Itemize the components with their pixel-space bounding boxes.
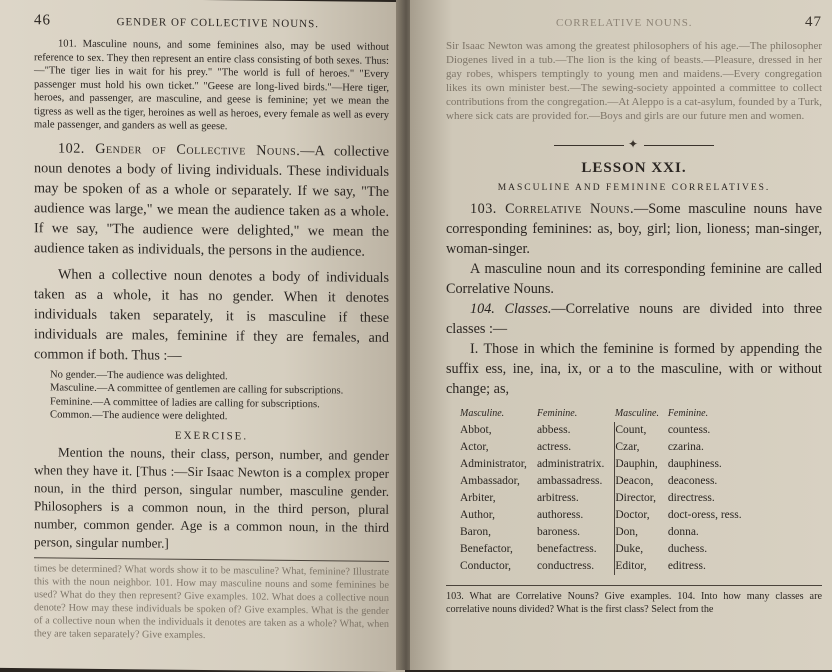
example-common: Common.—The audience were delighted. bbox=[50, 409, 228, 423]
paragraph-103-definition: A masculine noun and its corresponding feminine are called Correlative Nouns. bbox=[446, 261, 822, 297]
masculine-word: Conductor, bbox=[460, 560, 511, 572]
left-head-title: GENDER OF COLLECTIVE NOUNS. bbox=[116, 16, 319, 31]
masculine-word: Abbot, bbox=[460, 424, 492, 436]
gender-examples bbox=[50, 368, 389, 426]
exercise-instructions: Mention the nouns, their class, person, number, and gender when they have it. [Thus :—Sir Isaac Newton is a complex proper noun, in the third person, singular number, masculine gender. Philosophers is a common noun, in the third person, plural number, common gender. Age is a common noun, in the third person, singular number.] bbox=[34, 443, 389, 551]
left-running-head bbox=[34, 12, 389, 33]
section-ornament: ✦ bbox=[446, 137, 822, 152]
lesson-title: LESSON XXI. bbox=[581, 160, 687, 176]
right-page bbox=[410, 0, 832, 670]
correlative-row bbox=[460, 524, 752, 541]
example-masculine: Masculine.—A committee of gentlemen are calling for subscriptions. bbox=[50, 382, 344, 397]
paragraph-104-body: —Correlative nouns are divided into three classes :— bbox=[446, 301, 823, 337]
exercise-continuation: Sir Isaac Newton was among the greatest philosophers of his age.—The philosopher Diogenes lived in a tub.—The lion is the king of beasts.—Pleasure, dressed in her gay robes, whispers temptingly to young men and maidens.—Every congregation likes its own minister best.—The sewing-society appointed a committee to collect contributions from the congregation.—At Aleppo is a cat-asylum, founded by a Turk, where sick cats are provided for.—Boys and girls are our future men and women. bbox=[446, 40, 822, 122]
paragraph-104-heading: 104. Classes. bbox=[470, 301, 552, 317]
paragraph-103-body: —Some masculine nouns have corresponding feminines: as, boy, girl; lion, lioness; man-singer, woman-singer. bbox=[446, 201, 822, 257]
masculine-word: Benefactor, bbox=[460, 543, 513, 555]
right-head-title: CORRELATIVE NOUNS. bbox=[556, 17, 693, 29]
correlative-row bbox=[460, 507, 752, 524]
right-running-head bbox=[446, 14, 822, 31]
masculine-word: Editor, bbox=[615, 558, 668, 575]
correlative-row bbox=[460, 439, 752, 456]
feminine-word: dauphiness. bbox=[667, 458, 722, 470]
col-header-feminine-2: Feminine. bbox=[667, 408, 709, 419]
masculine-word: Baron, bbox=[460, 526, 491, 538]
correlative-row bbox=[460, 456, 752, 473]
paragraph-102-body: —A collective noun denotes a body of living individuals. These individuals may be spoken of as a whole or separately. If we say, "The audience was large," we mean the audience taken as a whole. If we say, "The audience were delighted," we mean the audience taken as individuals, the persons in the audience. bbox=[34, 142, 389, 260]
lesson-subtitle: MASCULINE AND FEMININE CORRELATIVES. bbox=[497, 183, 771, 193]
correlative-row bbox=[460, 541, 752, 558]
left-page bbox=[0, 0, 405, 672]
col-header-masculine-2: Masculine. bbox=[614, 408, 659, 419]
example-no-gender: No gender.—The audience was delighted. bbox=[50, 368, 228, 382]
paragraph-102-heading: 102. Gender of Collective Nouns. bbox=[58, 139, 301, 159]
correlatives-table bbox=[460, 405, 752, 575]
feminine-word: authoress. bbox=[536, 509, 584, 521]
feminine-word: administratrix. bbox=[536, 458, 605, 470]
masculine-word: Arbiter, bbox=[460, 492, 496, 504]
left-footnote: times be determined? What words show it to be masculine? What, feminine? Illustrate this with the noun neighbor. 101. How may masculine nouns and some feminines be used? What do they then represent? Give examples. 102. What does a collective noun denote? How may these individuals be spoken of? Give examples. What is the gender of a collective noun when the individuals it denotes are taken as a whole? What, when they are taken separately? Give examples. bbox=[34, 562, 389, 641]
paragraph-102 bbox=[34, 138, 389, 262]
exercise-heading: EXERCISE. bbox=[174, 429, 249, 442]
paragraph-101: 101. Masculine nouns, and some feminines also, may be used without reference to sex. They then represent an entire class consisting of both sexes. Thus:—"The tiger lies in wait for his prey." "The world is full of heroes." "Every passenger must hold his own ticket." "Geese are long-lived birds."—Here tiger, heroes, and passenger, are masculine, and geese is feminine; yet we mean the tigress as well as the tiger, heroines as well as heroes, every female as well as every male passenger, and ganders as well as geese. bbox=[34, 38, 389, 133]
feminine-word: doct-oress, ress. bbox=[667, 509, 742, 521]
right-footnote-rule bbox=[446, 585, 822, 586]
feminine-word: arbitress. bbox=[536, 492, 579, 504]
paragraph-103 bbox=[446, 199, 822, 259]
feminine-word: abbess. bbox=[536, 424, 571, 436]
masculine-word: Doctor, bbox=[615, 507, 668, 524]
masculine-word: Author, bbox=[460, 509, 495, 521]
feminine-word: conductress. bbox=[536, 560, 595, 572]
correlative-row bbox=[460, 422, 752, 439]
paragraph-103-heading: 103. Correlative Nouns. bbox=[470, 201, 634, 217]
class-one-description: I. Those in which the feminine is formed by appending the suffix ess, ine, ina, ix, or a to the masculine, with or without change; as, bbox=[446, 341, 822, 397]
correlatives-header-row bbox=[460, 405, 752, 422]
feminine-word: directress. bbox=[667, 492, 715, 504]
correlatives-body bbox=[460, 422, 752, 575]
feminine-word: ambassadress. bbox=[536, 475, 603, 487]
feminine-word: actress. bbox=[536, 441, 572, 453]
right-page-number: 47 bbox=[805, 14, 822, 30]
feminine-word: duchess. bbox=[667, 543, 708, 555]
masculine-word: Duke, bbox=[615, 541, 668, 558]
col-header-feminine-1: Feminine. bbox=[536, 408, 578, 419]
masculine-word: Ambassador, bbox=[460, 475, 520, 487]
feminine-word: donna. bbox=[667, 526, 699, 538]
col-header-masculine-1: Masculine. bbox=[460, 408, 505, 419]
example-feminine: Feminine.—A committee of ladies are calling for subscriptions. bbox=[50, 395, 320, 410]
masculine-word: Dauphin, bbox=[615, 456, 668, 473]
left-page-number: 46 bbox=[34, 12, 51, 29]
masculine-word: Deacon, bbox=[615, 473, 668, 490]
feminine-word: czarina. bbox=[667, 441, 704, 453]
masculine-word: Don, bbox=[615, 524, 668, 541]
paragraph-104 bbox=[446, 299, 822, 339]
feminine-word: baroness. bbox=[536, 526, 581, 538]
masculine-word: Director, bbox=[615, 490, 668, 507]
feminine-word: deaconess. bbox=[667, 475, 718, 487]
masculine-word: Czar, bbox=[615, 439, 668, 456]
feminine-word: countess. bbox=[667, 424, 711, 436]
masculine-word: Actor, bbox=[460, 441, 489, 453]
correlative-row bbox=[460, 473, 752, 490]
correlative-row bbox=[460, 490, 752, 507]
right-footnote: 103. What are Correlative Nouns? Give examples. 104. Into how many classes are correlative nouns divided? What is the first class? Select from the bbox=[446, 591, 822, 615]
correlative-row bbox=[460, 558, 752, 575]
masculine-word: Count, bbox=[615, 422, 668, 439]
footnote-rule bbox=[34, 557, 389, 562]
feminine-word: editress. bbox=[667, 560, 706, 572]
feminine-word: benefactress. bbox=[536, 543, 597, 555]
masculine-word: Administrator, bbox=[460, 458, 527, 470]
collective-gender-rule: When a collective noun denotes a body of individuals taken as a whole, it has no gender. When it denotes individuals taken separately, it is masculine if these individuals are males, feminine if they are females, and common if both. Thus :— bbox=[34, 265, 389, 364]
